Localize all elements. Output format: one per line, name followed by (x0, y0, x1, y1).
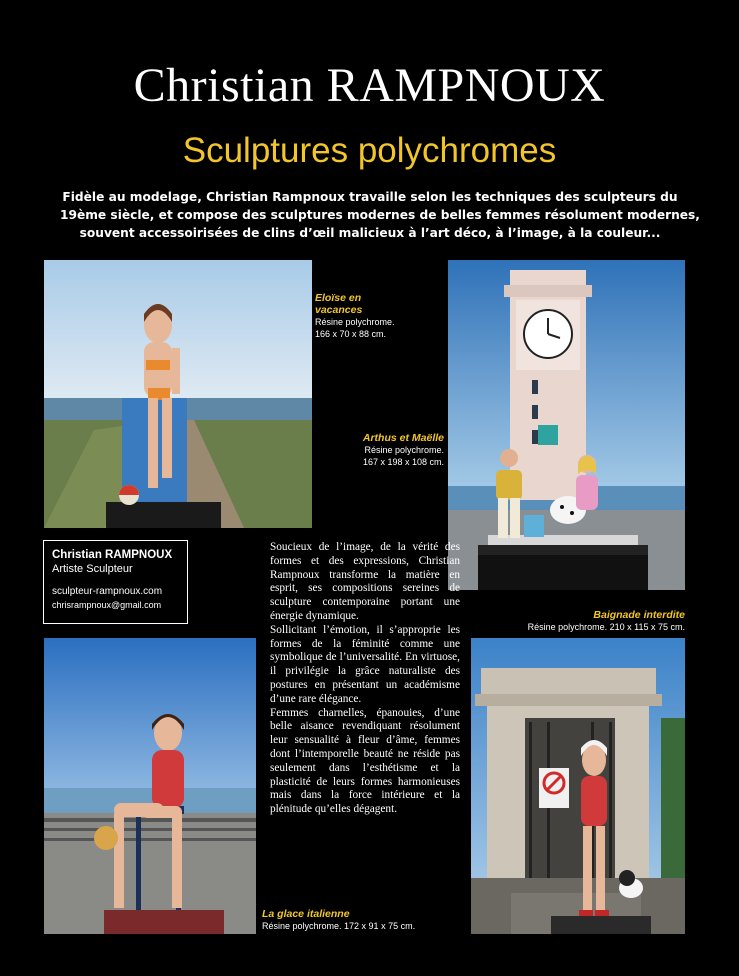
body-paragraph: Sollicitant l’émotion, il s’approprie les formes de la féminité comme une symbolique de l’universalité. En virtuose, il privilégie la grâce naturaliste des postures en présentant un académisme d’une rare élégance. (270, 623, 460, 705)
photo-la-glace-italienne (44, 638, 256, 934)
artist-contact-card (43, 540, 188, 624)
caption-dimensions: 167 x 198 x 108 cm. (362, 457, 444, 467)
caption-title: La glace italienne (262, 908, 350, 920)
photo-baignade-interdite (471, 638, 685, 934)
body-text (270, 541, 460, 817)
page-title: Christian RAMPNOUX (133, 59, 606, 112)
body-paragraph: Femmes charnelles, épanouies, d’une belle aisance revendiquant résolument leur sensualité à fleur d’âme, femmes dont l’intemporelle beauté ne réside pas seulement dans l’esthétisme et la plasticité de leurs formes harmonieuses mais dans la force intérieure et la plénitude qu’elles dégagent. (270, 706, 460, 816)
caption-baignade-interdite (470, 609, 685, 633)
caption-title: Arthus et Maëlle (362, 432, 444, 444)
caption-title: Baignade interdite (593, 609, 685, 621)
caption-arthus-et-maelle (350, 432, 444, 468)
caption-text: Résine polychrome. 210 x 115 x 75 cm. (527, 622, 685, 632)
caption-title: vacances (315, 304, 363, 316)
intro-text (60, 188, 700, 242)
caption-material: Résine polychrome. (315, 317, 395, 327)
artist-role: Artiste Sculpteur (52, 563, 133, 575)
intro-line: souvent accessoirisées de clins d’œil malicieux à l’art déco, à l’image, à la couleur... (79, 226, 661, 240)
artist-website-link[interactable]: sculpteur-rampnoux.com (52, 586, 163, 597)
caption-dimensions: 166 x 70 x 88 cm. (315, 329, 387, 339)
intro-line: 19ème siècle, et compose des sculptures modernes de belles femmes résolument modernes, (60, 208, 700, 222)
caption-text: Résine polychrome. 172 x 91 x 75 cm. (262, 921, 416, 931)
body-paragraph: Soucieux de l’image, de la vérité des formes et des expressions, Christian Rampnoux transforme la matière en esprit, ses compositions sereines de sculpture contemporaine portant une énergie dynamique. (270, 541, 460, 622)
caption-eloise (315, 292, 435, 340)
artist-name: Christian RAMPNOUX (52, 549, 173, 561)
caption-material: Résine polychrome. (364, 445, 444, 455)
photo-arthus-et-maelle (448, 260, 685, 590)
caption-title: Eloïse en (315, 292, 362, 304)
intro-line: Fidèle au modelage, Christian Rampnoux travaille selon les techniques des sculpteurs du (62, 190, 678, 204)
page-subtitle: Sculptures polychromes (182, 131, 557, 170)
photo-eloise-en-vacances (44, 260, 312, 528)
artist-email-link[interactable]: chrisrampnoux@gmail.com (52, 600, 162, 610)
caption-la-glace-italienne (262, 908, 482, 932)
